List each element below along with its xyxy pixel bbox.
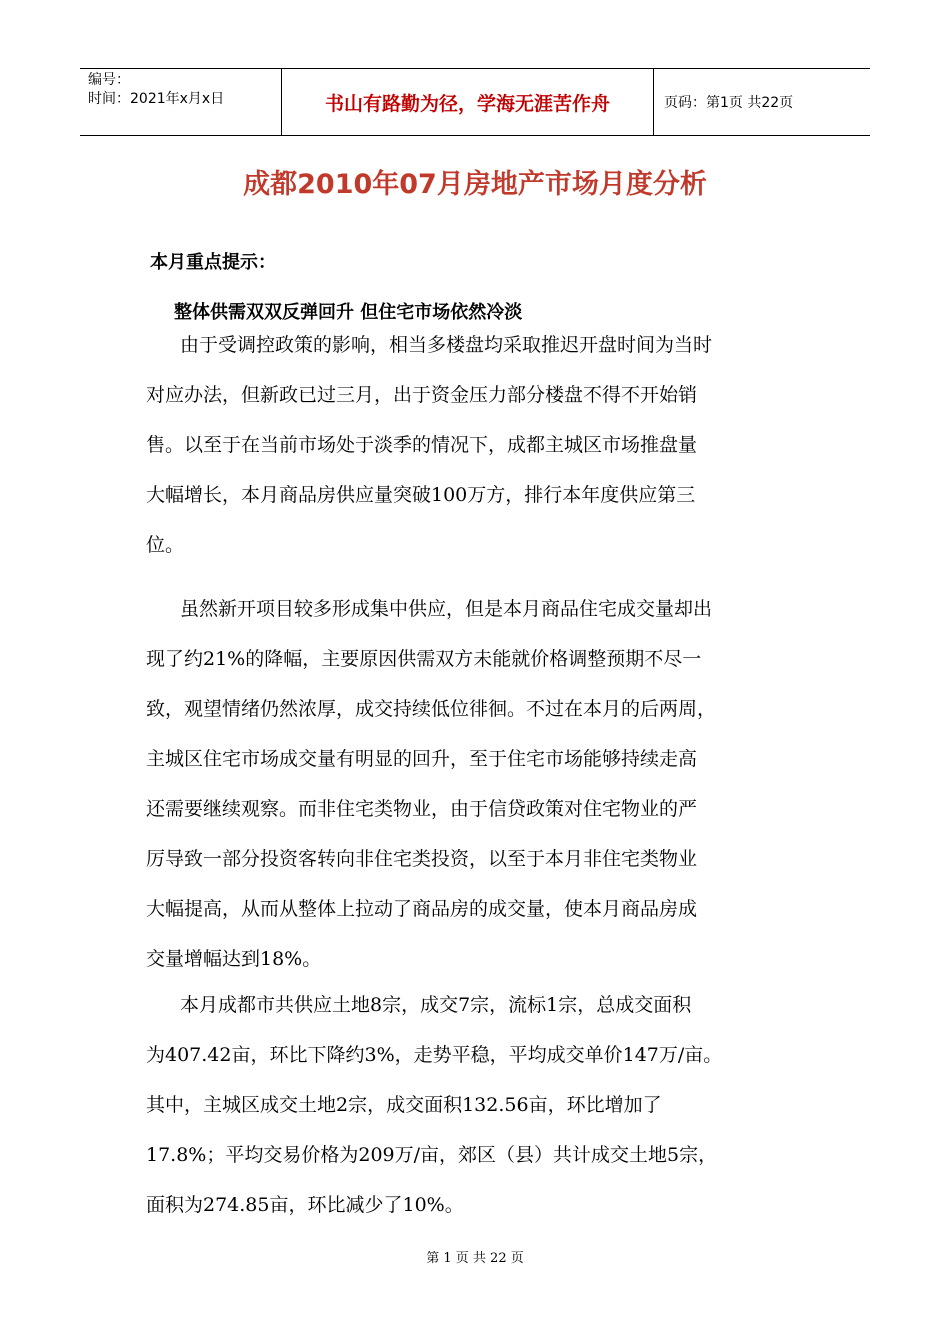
paragraph-line: 其中，主城区成交土地2宗，成交面积132.56亩，环比增加了 bbox=[146, 1094, 662, 1116]
paragraph-line: 售。以至于在当前市场处于淡季的情况下，成都主城区市场推盘量 bbox=[146, 434, 698, 456]
paragraph-line: 交量增幅达到18%。 bbox=[146, 948, 322, 970]
header-page-info: 页码：第1页 共22页 bbox=[664, 95, 794, 111]
document-time-label: 时间：2021年x月x日 bbox=[88, 91, 225, 107]
paragraph-line: 主城区住宅市场成交量有明显的回升，至于住宅市场能够持续走高 bbox=[146, 748, 698, 770]
paragraph-line: 本月成都市共供应土地8宗，成交7宗，流标1宗，总成交面积 bbox=[180, 994, 692, 1016]
paragraph-line: 致，观望情绪仍然浓厚，成交持续低位徘徊。不过在本月的后两周， bbox=[146, 698, 717, 720]
paragraph-2 bbox=[146, 584, 806, 984]
paragraph-3 bbox=[146, 980, 806, 1230]
section-heading: 本月重点提示： bbox=[150, 252, 276, 273]
paragraph-line: 面积为274.85亩，环比减少了10%。 bbox=[146, 1194, 464, 1216]
header-motto: 书山有路勤为径，学海无涯苦作舟 bbox=[282, 69, 654, 135]
paragraph-line: 由于受调控政策的影响，相当多楼盘均采取推迟开盘时间为当时 bbox=[180, 334, 713, 356]
document-header bbox=[80, 68, 870, 136]
paragraph-line: 位。 bbox=[146, 534, 185, 556]
paragraph-line: 大幅提高，从而从整体上拉动了商品房的成交量，使本月商品房成 bbox=[146, 898, 698, 920]
paragraph-line: 对应办法，但新政已过三月，出于资金压力部分楼盘不得不开始销 bbox=[146, 384, 698, 406]
subheading: 整体供需双双反弹回升 但住宅市场依然冷淡 bbox=[174, 302, 523, 323]
paragraph-line: 大幅增长，本月商品房供应量突破100万方，排行本年度供应第三 bbox=[146, 484, 696, 506]
paragraph-line: 虽然新开项目较多形成集中供应，但是本月商品住宅成交量却出 bbox=[180, 598, 713, 620]
paragraph-line: 厉导致一部分投资客转向非住宅类投资，以至于本月非住宅类物业 bbox=[146, 848, 698, 870]
paragraph-1 bbox=[146, 320, 806, 570]
paragraph-line: 17.8%；平均交易价格为209万/亩，郊区（县）共计成交土地5宗， bbox=[146, 1144, 718, 1166]
document-title: 成都2010年07月房地产市场月度分析 bbox=[243, 169, 707, 200]
paragraph-line: 还需要继续观察。而非住宅类物业，由于信贷政策对住宅物业的严 bbox=[146, 798, 698, 820]
document-number-label: 编号： bbox=[88, 72, 130, 88]
paragraph-line: 现了约21%的降幅，主要原因供需双方未能就价格调整预期不尽一 bbox=[146, 648, 702, 670]
header-meta-cell bbox=[80, 69, 282, 135]
paragraph-line: 为407.42亩，环比下降约3%，走势平稳，平均成交单价147万/亩。 bbox=[146, 1044, 723, 1066]
page-footer: 第 1 页 共 22 页 bbox=[426, 1251, 524, 1266]
